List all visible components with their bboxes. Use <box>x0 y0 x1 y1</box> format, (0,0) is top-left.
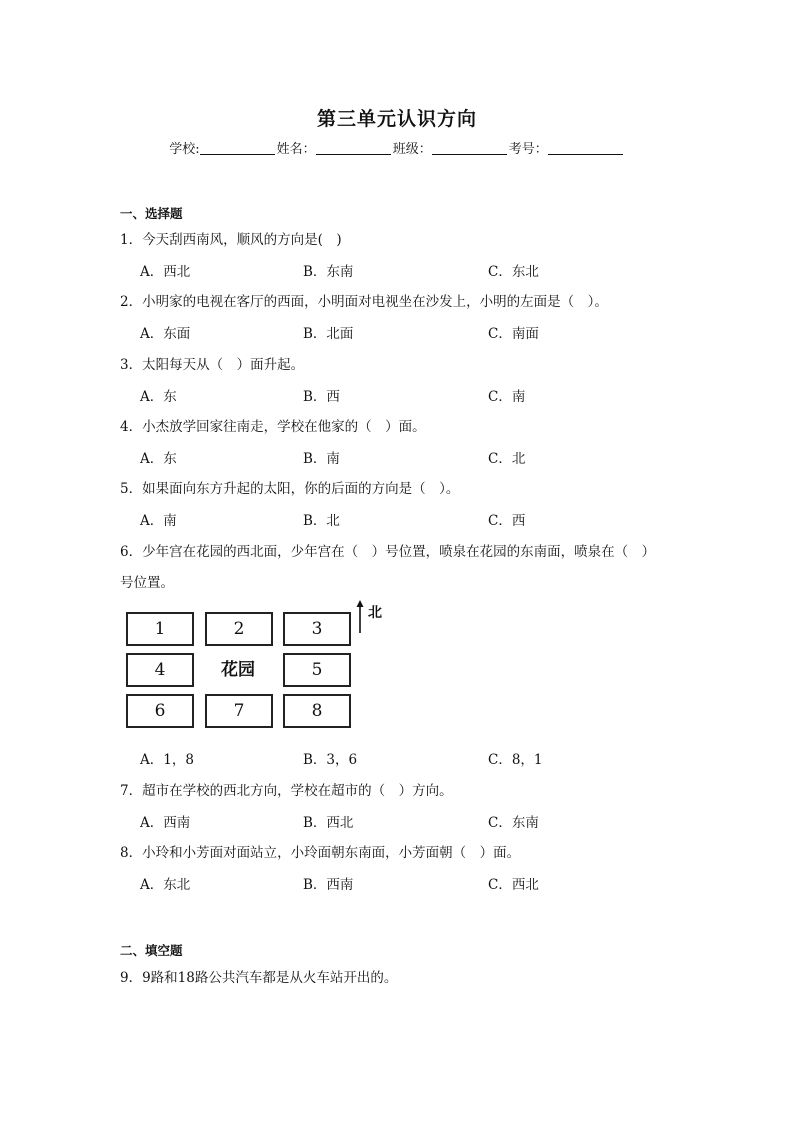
north-label: 北 <box>368 605 382 621</box>
position-box-7: 7 <box>205 694 273 728</box>
q7-option-a[interactable]: A．西南 <box>140 815 191 831</box>
q6-option-b[interactable]: B．3，6 <box>303 752 358 768</box>
question-6-continued: 号位置。 <box>120 575 174 591</box>
question-3-options <box>140 385 700 405</box>
question-7: 7．超市在学校的西北方向，学校在超市的（ ）方向。 <box>120 783 453 799</box>
section-fill-heading: 二、填空题 <box>120 943 183 958</box>
q3-option-c[interactable]: C．南 <box>488 389 526 405</box>
q5-option-c[interactable]: C．西 <box>488 513 526 529</box>
class-blank[interactable] <box>432 140 507 155</box>
q2-option-b[interactable]: B．北面 <box>303 326 354 342</box>
q3-option-a[interactable]: A．东 <box>140 389 177 405</box>
school-label: 学校: <box>169 142 200 157</box>
page-title: 第三单元认识方向 <box>316 108 477 130</box>
question-6: 6．少年宫在花园的西北面，少年宫在（ ）号位置，喷泉在花园的东南面，喷泉在（ ） <box>120 544 656 560</box>
number-blank[interactable] <box>548 140 623 155</box>
question-5: 5．如果面向东方升起的太阳，你的后面的方向是（ ）。 <box>120 481 460 497</box>
position-box-2: 2 <box>205 612 273 646</box>
question-4-options <box>140 447 700 467</box>
position-box-1: 1 <box>126 612 194 646</box>
q2-option-c[interactable]: C．南面 <box>488 326 539 342</box>
position-box-8: 8 <box>283 694 351 728</box>
question-3: 3．太阳每天从（ ）面升起。 <box>120 357 305 373</box>
position-box-4: 4 <box>126 653 194 687</box>
question-1-options <box>140 260 700 280</box>
position-box-6: 6 <box>126 694 194 728</box>
q8-option-a[interactable]: A．东北 <box>140 877 191 893</box>
section-choice-heading: 一、选择题 <box>120 206 183 221</box>
q7-option-b[interactable]: B．西北 <box>303 815 354 831</box>
school-blank[interactable] <box>200 140 275 155</box>
name-blank[interactable] <box>316 140 391 155</box>
q5-option-a[interactable]: A．南 <box>140 513 177 529</box>
question-1: 1．今天刮西南风，顺风的方向是( ) <box>120 232 342 248</box>
position-box-3: 3 <box>283 612 351 646</box>
class-label: 班级： <box>392 142 432 157</box>
name-label: 姓名： <box>276 142 316 157</box>
q2-option-a[interactable]: A．东面 <box>140 326 191 342</box>
q1-option-a[interactable]: A．西北 <box>140 264 191 280</box>
north-indicator <box>354 600 394 634</box>
question-2-options <box>140 322 700 342</box>
question-4: 4．小杰放学回家往南走，学校在他家的（ ）面。 <box>120 419 426 435</box>
q6-option-a[interactable]: A．1，8 <box>140 752 194 768</box>
q8-option-c[interactable]: C．西北 <box>488 877 539 893</box>
q3-option-b[interactable]: B．西 <box>303 389 340 405</box>
question-6-options <box>140 748 700 768</box>
q4-option-c[interactable]: C．北 <box>488 451 526 467</box>
north-arrow-icon <box>354 600 366 634</box>
q7-option-c[interactable]: C．东南 <box>488 815 539 831</box>
question-5-options <box>140 509 700 529</box>
q4-option-b[interactable]: B．南 <box>303 451 340 467</box>
garden-label: 花园 <box>221 660 255 680</box>
q6-option-c[interactable]: C．8，1 <box>488 752 543 768</box>
question-8-options <box>140 873 700 893</box>
question-9: 9．9路和18路公共汽车都是从火车站开出的。 <box>120 970 398 986</box>
student-info-line <box>0 138 794 157</box>
question-2: 2．小明家的电视在客厅的西面，小明面对电视坐在沙发上，小明的左面是（ ）。 <box>120 294 608 310</box>
question-8: 8．小玲和小芳面对面站立，小玲面朝东南面，小芳面朝（ ）面。 <box>120 845 521 861</box>
q1-option-b[interactable]: B．东南 <box>303 264 354 280</box>
q8-option-b[interactable]: B．西南 <box>303 877 354 893</box>
q1-option-c[interactable]: C．东北 <box>488 264 539 280</box>
number-label: 考号： <box>508 142 548 157</box>
question-7-options <box>140 811 700 831</box>
position-box-5: 5 <box>283 653 351 687</box>
q4-option-a[interactable]: A．东 <box>140 451 177 467</box>
q5-option-b[interactable]: B．北 <box>303 513 340 529</box>
